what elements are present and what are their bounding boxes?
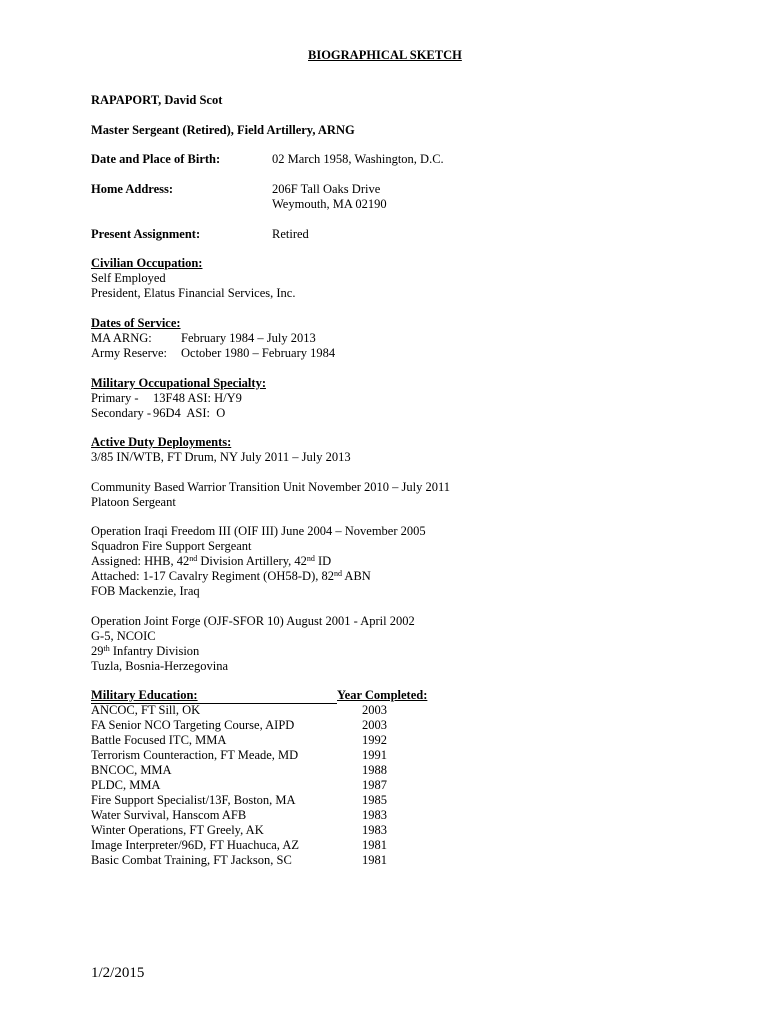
education-course: PLDC, MMA	[91, 778, 161, 792]
deployment-entry: Operation Iraqi Freedom III (OIF III) June 2004 – November 2005	[91, 524, 426, 538]
address-label: Home Address:	[91, 182, 174, 196]
document-title: BIOGRAPHICAL SKETCH	[308, 48, 462, 62]
education-course: Image Interpreter/96D, FT Huachuca, AZ	[91, 838, 300, 852]
address-line-1: 206F Tall Oaks Drive	[272, 182, 381, 196]
education-course: FA Senior NCO Targeting Course, AIPD	[91, 718, 295, 732]
deployment-entry: 3/85 IN/WTB, FT Drum, NY July 2011 – July 2013	[91, 450, 351, 464]
deployment-role: Squadron Fire Support Sergeant	[91, 539, 252, 553]
mos-heading: Military Occupational Specialty:	[91, 376, 266, 390]
mos-value: 13F48 ASI: H/Y9	[153, 391, 242, 405]
mos-label: Secondary -	[91, 406, 152, 420]
education-course: ANCOC, FT Sill, OK	[91, 703, 201, 717]
deployment-assigned: Assigned: HHB, 42nd Division Artillery, 42nd ID	[91, 554, 332, 568]
education-course: Basic Combat Training, FT Jackson, SC	[91, 853, 292, 867]
assignment-value: Retired	[272, 227, 309, 241]
deployment-entry: Operation Joint Forge (OJF-SFOR 10) August 2001 - April 2002	[91, 614, 415, 628]
service-heading: Dates of Service:	[91, 316, 181, 330]
civilian-line-1: Self Employed	[91, 271, 166, 285]
education-course: Winter Operations, FT Greely, AK	[91, 823, 264, 837]
service-label: Army Reserve:	[91, 346, 168, 360]
deployment-location: Tuzla, Bosnia-Herzegovina	[91, 659, 229, 673]
assignment-label: Present Assignment:	[91, 227, 201, 241]
birth-value: 02 March 1958, Washington, D.C.	[272, 152, 444, 166]
rank: Master Sergeant (Retired), Field Artillery, ARNG	[91, 123, 355, 137]
civilian-line-2: President, Elatus Financial Services, Inc.	[91, 286, 296, 300]
year-completed-heading: Year Completed:	[337, 688, 428, 702]
education-year: 1987	[362, 778, 387, 792]
deployment-location: FOB Mackenzie, Iraq	[91, 584, 200, 598]
deployment-role: G-5, NCOIC	[91, 629, 156, 643]
education-year: 2003	[362, 703, 387, 717]
mos-label: Primary -	[91, 391, 139, 405]
deployment-unit: 29th Infantry Division	[91, 644, 200, 658]
service-label: MA ARNG:	[91, 331, 152, 345]
person-name: RAPAPORT, David Scot	[91, 93, 223, 107]
education-course: BNCOC, MMA	[91, 763, 172, 777]
footer-date: 1/2/2015	[91, 965, 145, 981]
education-year: 1983	[362, 808, 387, 822]
education-year: 1988	[362, 763, 387, 777]
education-year: 1981	[362, 838, 387, 852]
education-year: 2003	[362, 718, 387, 732]
deployment-role: Platoon Sergeant	[91, 495, 176, 509]
education-year: 1992	[362, 733, 387, 747]
education-heading: Military Education:	[91, 688, 337, 704]
service-value: February 1984 – July 2013	[181, 331, 316, 345]
mos-value: 96D4 ASI: O	[153, 406, 226, 420]
address-line-2: Weymouth, MA 02190	[272, 197, 387, 211]
education-year: 1985	[362, 793, 387, 807]
deployments-heading: Active Duty Deployments:	[91, 435, 232, 449]
deployment-entry: Community Based Warrior Transition Unit November 2010 – July 2011	[91, 480, 451, 494]
education-course: Battle Focused ITC, MMA	[91, 733, 227, 747]
education-year: 1983	[362, 823, 387, 837]
deployment-attached: Attached: 1-17 Cavalry Regiment (OH58-D), 82nd ABN	[91, 569, 371, 583]
birth-label: Date and Place of Birth:	[91, 152, 221, 166]
civilian-heading: Civilian Occupation:	[91, 256, 203, 270]
education-course: Fire Support Specialist/13F, Boston, MA	[91, 793, 296, 807]
education-year: 1991	[362, 748, 387, 762]
education-course: Water Survival, Hanscom AFB	[91, 808, 247, 822]
service-value: October 1980 – February 1984	[181, 346, 336, 360]
education-year: 1981	[362, 853, 387, 867]
education-course: Terrorism Counteraction, FT Meade, MD	[91, 748, 299, 762]
